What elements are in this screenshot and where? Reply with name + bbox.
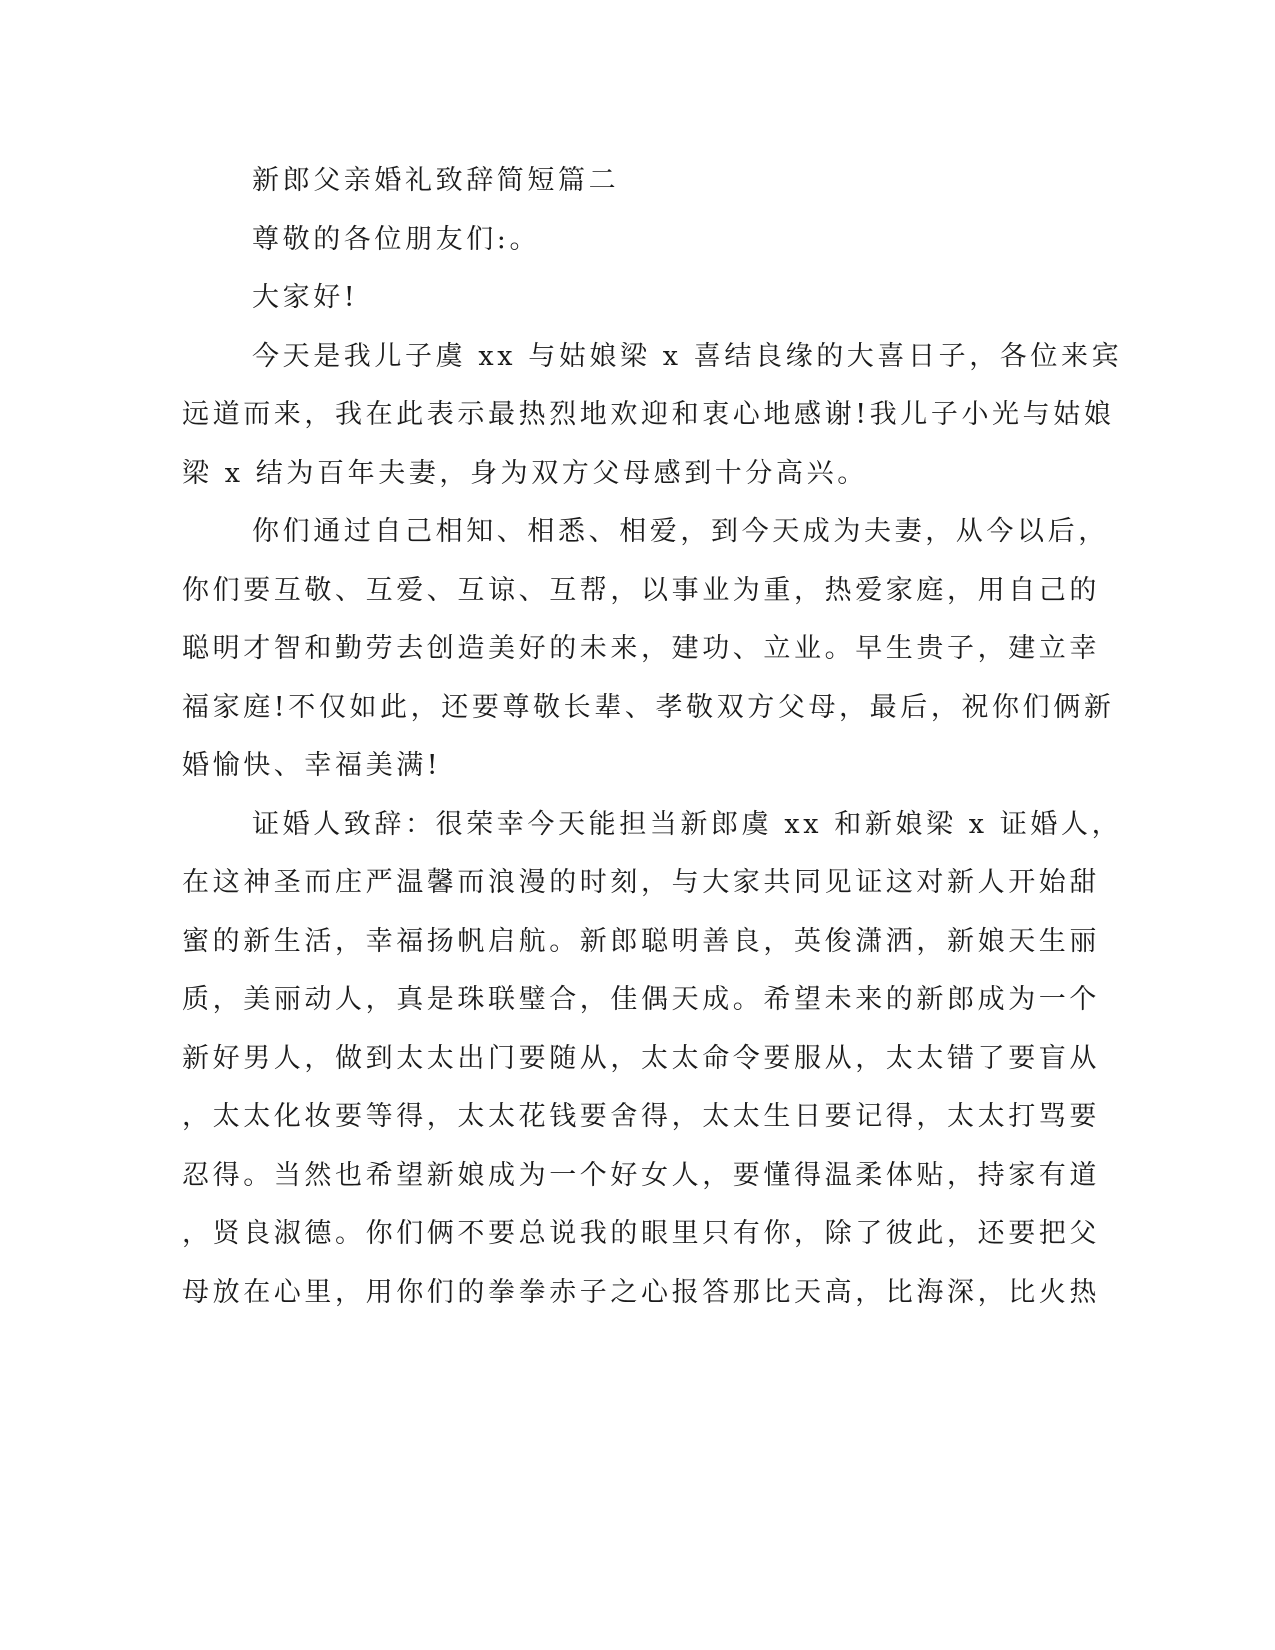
text-line: 大家好!: [252, 282, 359, 313]
text-line: 今天是我儿子虞 xx 与姑娘梁 x 喜结良缘的大喜日子，各位来宾: [252, 340, 1123, 372]
text-line: 聪明才智和勤劳去创造美好的未来，建功、立业。早生贵子，建立幸: [182, 633, 1100, 664]
text-line: 你们要互敬、互爱、互谅、互帮，以事业为重，热爱家庭，用自己的: [182, 574, 1100, 606]
text-line: 你们通过自己相知、相悉、相爱，到今天成为夫妻，从今以后，: [252, 516, 1109, 547]
text-line: ，贤良淑德。你们俩不要总说我的眼里只有你，除了彼此，还要把父: [182, 1218, 1100, 1249]
text-line: ，太太化妆要等得，太太花钱要舍得，太太生日要记得，太太打骂要: [182, 1101, 1100, 1132]
text-line: 梁 x 结为百年夫妻，身为双方父母感到十分高兴。: [182, 457, 868, 489]
document-body: [182, 152, 1123, 1322]
text-line: 质，美丽动人，真是珠联璧合，佳偶天成。希望未来的新郎成为一个: [182, 984, 1100, 1015]
text-line: 婚愉快、幸福美满!: [182, 750, 442, 781]
text-line: 蜜的新生活，幸福扬帆启航。新郎聪明善良，英俊潇洒，新娘天生丽: [182, 925, 1100, 957]
text-line: 福家庭!不仅如此，还要尊敬长辈、孝敬双方父母，最后，祝你们俩新: [182, 691, 1115, 723]
text-line: 尊敬的各位朋友们:。: [252, 223, 541, 255]
text-line: 母放在心里，用你们的拳拳赤子之心报答那比天高，比海深，比火热: [182, 1276, 1100, 1308]
text-line: 证婚人致辞：很荣幸今天能担当新郎虞 xx 和新娘梁 x 证婚人，: [252, 808, 1123, 840]
text-line: 远道而来，我在此表示最热烈地欢迎和衷心地感谢!我儿子小光与姑娘: [182, 399, 1115, 430]
text-line: 在这神圣而庄严温馨而浪漫的时刻，与大家共同见证这对新人开始甜: [182, 867, 1100, 898]
text-line: 新好男人，做到太太出门要随从，太太命令要服从，太太错了要盲从: [182, 1042, 1100, 1074]
text-line: 忍得。当然也希望新娘成为一个好女人，要懂得温柔体贴，持家有道: [182, 1159, 1100, 1191]
document-title: 新郎父亲婚礼致辞简短篇二: [252, 165, 620, 196]
